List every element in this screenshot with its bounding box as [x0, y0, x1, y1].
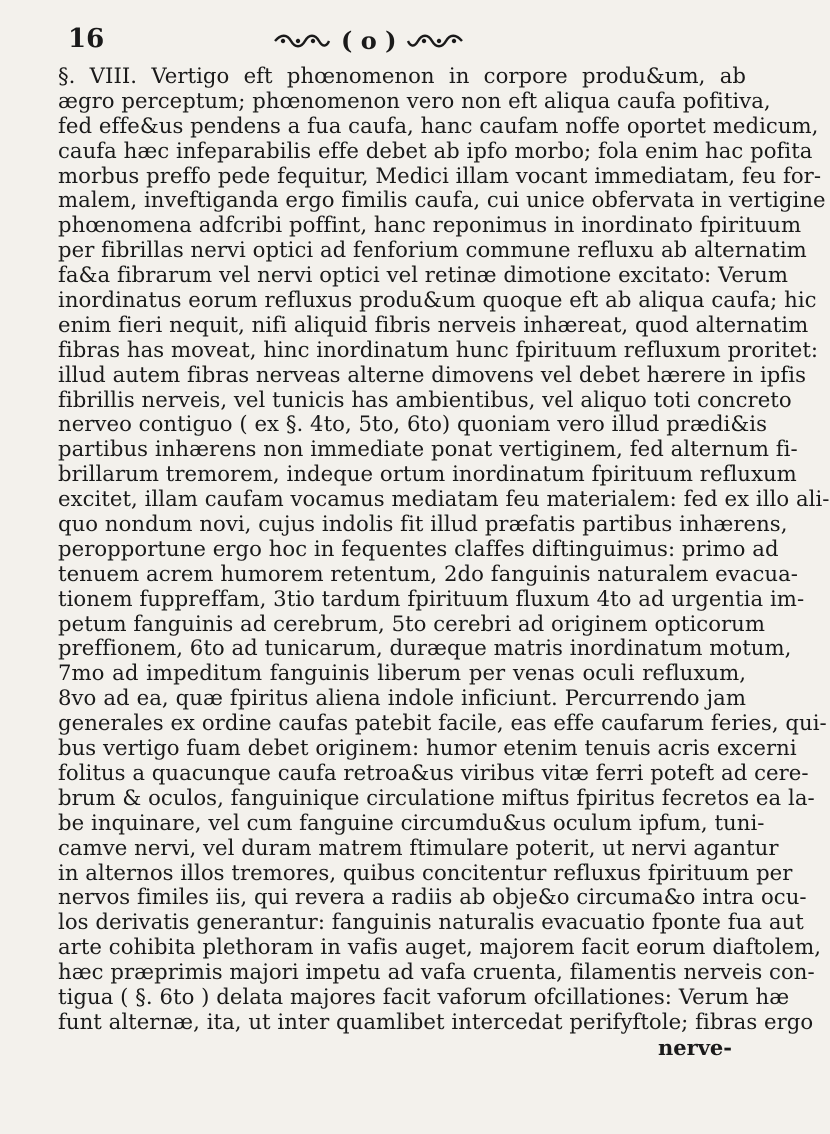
- text-line: brillarum tremorem, indeque ortum inordinatum fpirituum refluxum: [58, 461, 797, 487]
- text-line: 7mo ad impeditum fanguinis liberum per venas oculi refluxum,: [58, 660, 746, 686]
- text-line: nervos fimiles iis, qui revera a radiis ab obje&o circuma&o intra ocu-: [58, 884, 807, 910]
- text-line: §. VIII. Vertigo eft phœnomenon in corpore produ&um, ab: [58, 63, 746, 88]
- text-line: enim fieri nequit, nifi aliquid fibris nerveis inhæreat, quod alternatim: [58, 311, 809, 337]
- left-ornament-icon: [273, 32, 331, 50]
- text-line: in alternos illos tremores, quibus concitentur refluxus fpirituum per: [58, 859, 793, 885]
- running-head-text: ( o ): [341, 26, 397, 55]
- text-line: morbus preffo pede fequitur, Medici illam vocant immediatam, feu for-: [58, 162, 822, 188]
- text-line: excitet, illam caufam vocamus mediatam feu materialem: fed ex illo ali-: [58, 486, 830, 512]
- text-line: inordinatus eorum refluxus produ&um quoque eft ab aliqua caufa; hic: [58, 287, 817, 313]
- text-line: los derivatis generantur: fanguinis naturalis evacuatio fponte fua aut: [58, 909, 804, 935]
- text-line: tigua ( §. 6to ) delata majores facit vaforum ofcillationes: Verum hæ: [58, 983, 790, 1009]
- text-line: 8vo ad ea, quæ fpiritus aliena indole inficiunt. Percurrendo jam: [58, 685, 746, 711]
- text-line: malem, inveftiganda ergo fimilis caufa, cui unice obfervata in vertigine: [58, 187, 826, 213]
- text-line: generales ex ordine caufas patebit facile, eas effe caufarum feries, qui-: [58, 710, 827, 736]
- text-line: quo nondum novi, cujus indolis fit illud præfatis partibus inhærens,: [58, 511, 788, 537]
- text-line: brum & oculos, fanguinique circulatione miftus fpiritus fecretos ea la-: [58, 784, 815, 810]
- text-line: phœnomena adfcribi poffint, hanc reponimus in inordinato fpirituum: [58, 212, 802, 238]
- text-line: peropportune ergo hoc in fequentes claffes diftinguimus: primo ad: [58, 535, 779, 561]
- text-line: bus vertigo fuam debet originem: humor etenim tenuis acris excerni: [58, 735, 797, 761]
- text-line: preffionem, 6to ad tunicarum, duræque matris inordinatum motum,: [58, 635, 792, 661]
- text-line: tionem fuppreffam, 3tio tardum fpirituum fluxum 4to ad urgentia im-: [58, 585, 805, 611]
- text-line: fibrillis nerveis, vel tunicis has ambientibus, vel aliquo toti concreto: [58, 386, 792, 412]
- text-line: caufa hæc infeparabilis effe debet ab ipfo morbo; fola enim hac pofita: [58, 137, 813, 163]
- body-text: [58, 63, 830, 1035]
- text-line: fa&a fibrarum vel nervi optici vel retinæ dimotione excitato: Verum: [58, 262, 788, 288]
- text-line: petum fanguinis ad cerebrum, 5to cerebri ad originem opticorum: [58, 610, 766, 636]
- text-line: ægro perceptum; phœnomenon vero non eft aliqua caufa pofitiva,: [58, 87, 771, 113]
- page-number: 16: [68, 24, 105, 54]
- text-line: per fibrillas nervi optici ad fenforium commune refluxu ab alternatim: [58, 237, 807, 263]
- text-line: nerveo contiguo ( ex §. 4to, 5to, 6to) quoniam vero illud prædi&is: [58, 411, 768, 437]
- page-header: [58, 14, 746, 62]
- right-ornament-icon: [406, 32, 464, 50]
- text-line: partibus inhærens non immediate ponat vertiginem, fed alternum fi-: [58, 436, 798, 462]
- catchword: nerve-: [658, 1034, 732, 1060]
- text-line: arte cohibita plethoram in vafis auget, majorem facit eorum diaftolem,: [58, 934, 822, 960]
- text-line: hæc præprimis majori impetu ad vafa cruenta, filamentis nerveis con-: [58, 959, 815, 985]
- text-line: funt alternæ, ita, ut inter quamlibet intercedat perifyftole; fibras ergo: [58, 1008, 814, 1034]
- text-line: folitus a quacunque caufa retroa&us viribus vitæ ferri poteft ad cere-: [58, 759, 809, 785]
- running-head: [273, 26, 464, 55]
- text-line: illud autem fibras nerveas alterne dimovens vel debet hærere in ipfis: [58, 361, 807, 387]
- text-line: tenuem acrem humorem retentum, 2do fanguinis naturalem evacua-: [58, 560, 798, 586]
- text-line: camve nervi, vel duram matrem ftimulare poterit, ut nervi agantur: [58, 834, 779, 860]
- text-line: be inquinare, vel cum fanguine circumdu&us oculum ipfum, tuni-: [58, 809, 765, 835]
- text-line: fed effe&us pendens a fua caufa, hanc caufam noffe oportet medicum,: [58, 112, 819, 138]
- text-line: fibras has moveat, hinc inordinatum hunc fpirituum refluxum proritet:: [58, 336, 819, 362]
